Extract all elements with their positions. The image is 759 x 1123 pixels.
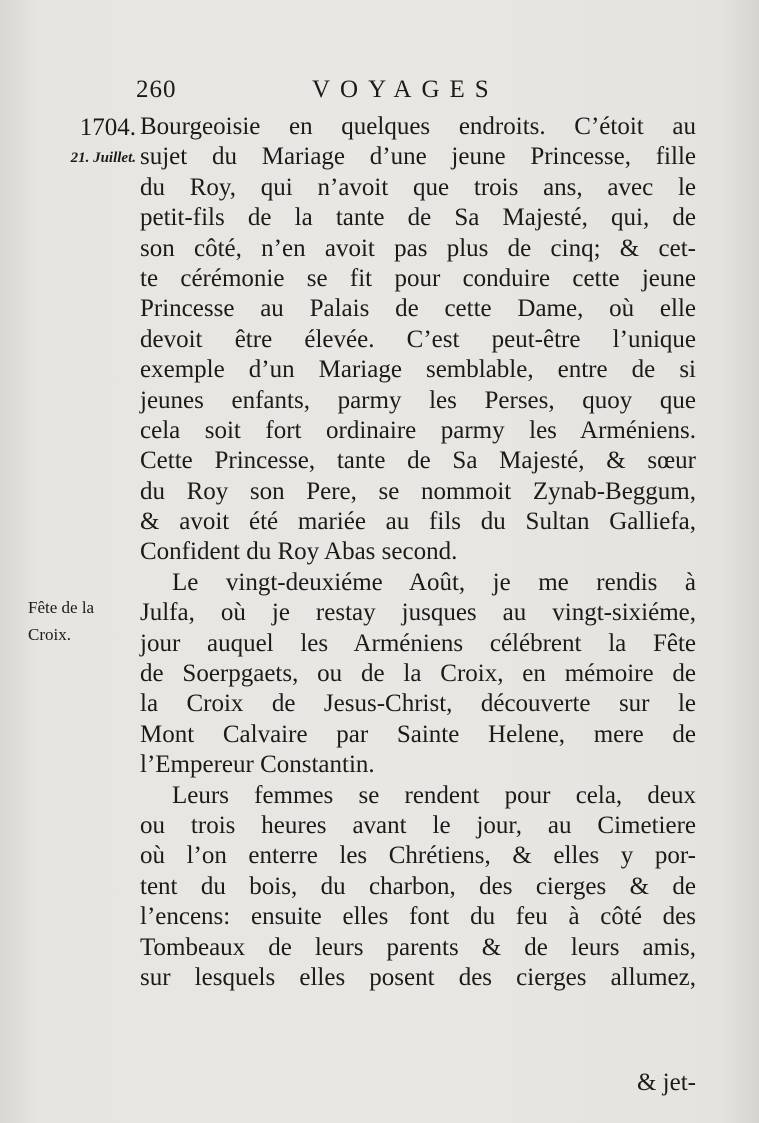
text-line: Princesse au Palais de cette Dame, où elle <box>140 295 696 323</box>
margin-note <box>28 594 140 648</box>
text-line: Leurs femmes se rendent pour cela, deux <box>172 781 696 809</box>
text-line: petit-fils de la tante de Sa Majesté, qui, de <box>140 204 696 232</box>
text-line: exemple d’un Mariage semblable, entre de si <box>140 356 696 384</box>
margin-note-line: Croix. <box>28 625 71 644</box>
text-line: devoit être élevée. C’est peut-être l’unique <box>140 325 696 353</box>
text-line: l’encens: ensuite elles font du feu à côté des <box>140 903 696 931</box>
body-text <box>140 112 696 993</box>
text-line: sur lesquels elles posent des cierges allumez, <box>140 963 696 991</box>
text-line: Tombeaux de leurs parents & de leurs amis, <box>140 933 696 961</box>
margin-note-line: Fête de la <box>28 598 95 617</box>
text-line: Le vingt-deuxiéme Août, je me rendis à <box>172 568 696 596</box>
text-line: jour auquel les Arméniens célébrent la Fête <box>140 629 696 657</box>
margin-date: 21. Juillet. <box>70 150 136 166</box>
running-head: VOYAGES <box>312 76 499 103</box>
text-line: sujet du Mariage d’une jeune Princesse, fille <box>140 143 696 171</box>
text-line: Bourgeoisie en quelques endroits. C’étoit au <box>140 113 696 140</box>
text-line: l’Empereur Constantin. <box>140 751 375 779</box>
text-line: te cérémonie se fit pour conduire cette jeune <box>140 264 696 292</box>
text-line: son côté, n’en avoit pas plus de cinq; & cet- <box>140 234 696 262</box>
margin-year: 1704. <box>79 114 136 141</box>
text-line: du Roy son Pere, se nommoit Zynab-Beggum, <box>140 477 696 505</box>
text-line: Cette Princesse, tante de Sa Majesté, & sœur <box>140 447 696 475</box>
text-line: Mont Calvaire par Sainte Helene, mere de <box>140 720 696 748</box>
page-header <box>136 76 696 110</box>
text-line: de Soerpgaets, ou de la Croix, en mémoire de <box>140 660 696 688</box>
text-line: ou trois heures avant le jour, au Cimetiere <box>140 811 696 839</box>
text-line: tent du bois, du charbon, des cierges & de <box>140 872 696 900</box>
text-line: & avoit été mariée au fils du Sultan Galliefa, <box>140 508 696 536</box>
text-line: Julfa, où je restay jusques au vingt-sixiéme, <box>140 599 696 627</box>
text-line: la Croix de Jesus-Christ, découverte sur le <box>140 690 696 718</box>
catchword: & jet- <box>636 1069 696 1096</box>
text-line: du Roy, qui n’avoit que trois ans, avec le <box>140 173 696 201</box>
text-line: où l’on enterre les Chrétiens, & elles y por- <box>140 842 696 870</box>
text-line: cela soit fort ordinaire parmy les Arméniens. <box>140 416 696 444</box>
page-number: 260 <box>136 76 177 103</box>
text-line: jeunes enfants, parmy les Perses, quoy que <box>140 386 696 414</box>
text-line: Confident du Roy Abas second. <box>140 538 458 566</box>
